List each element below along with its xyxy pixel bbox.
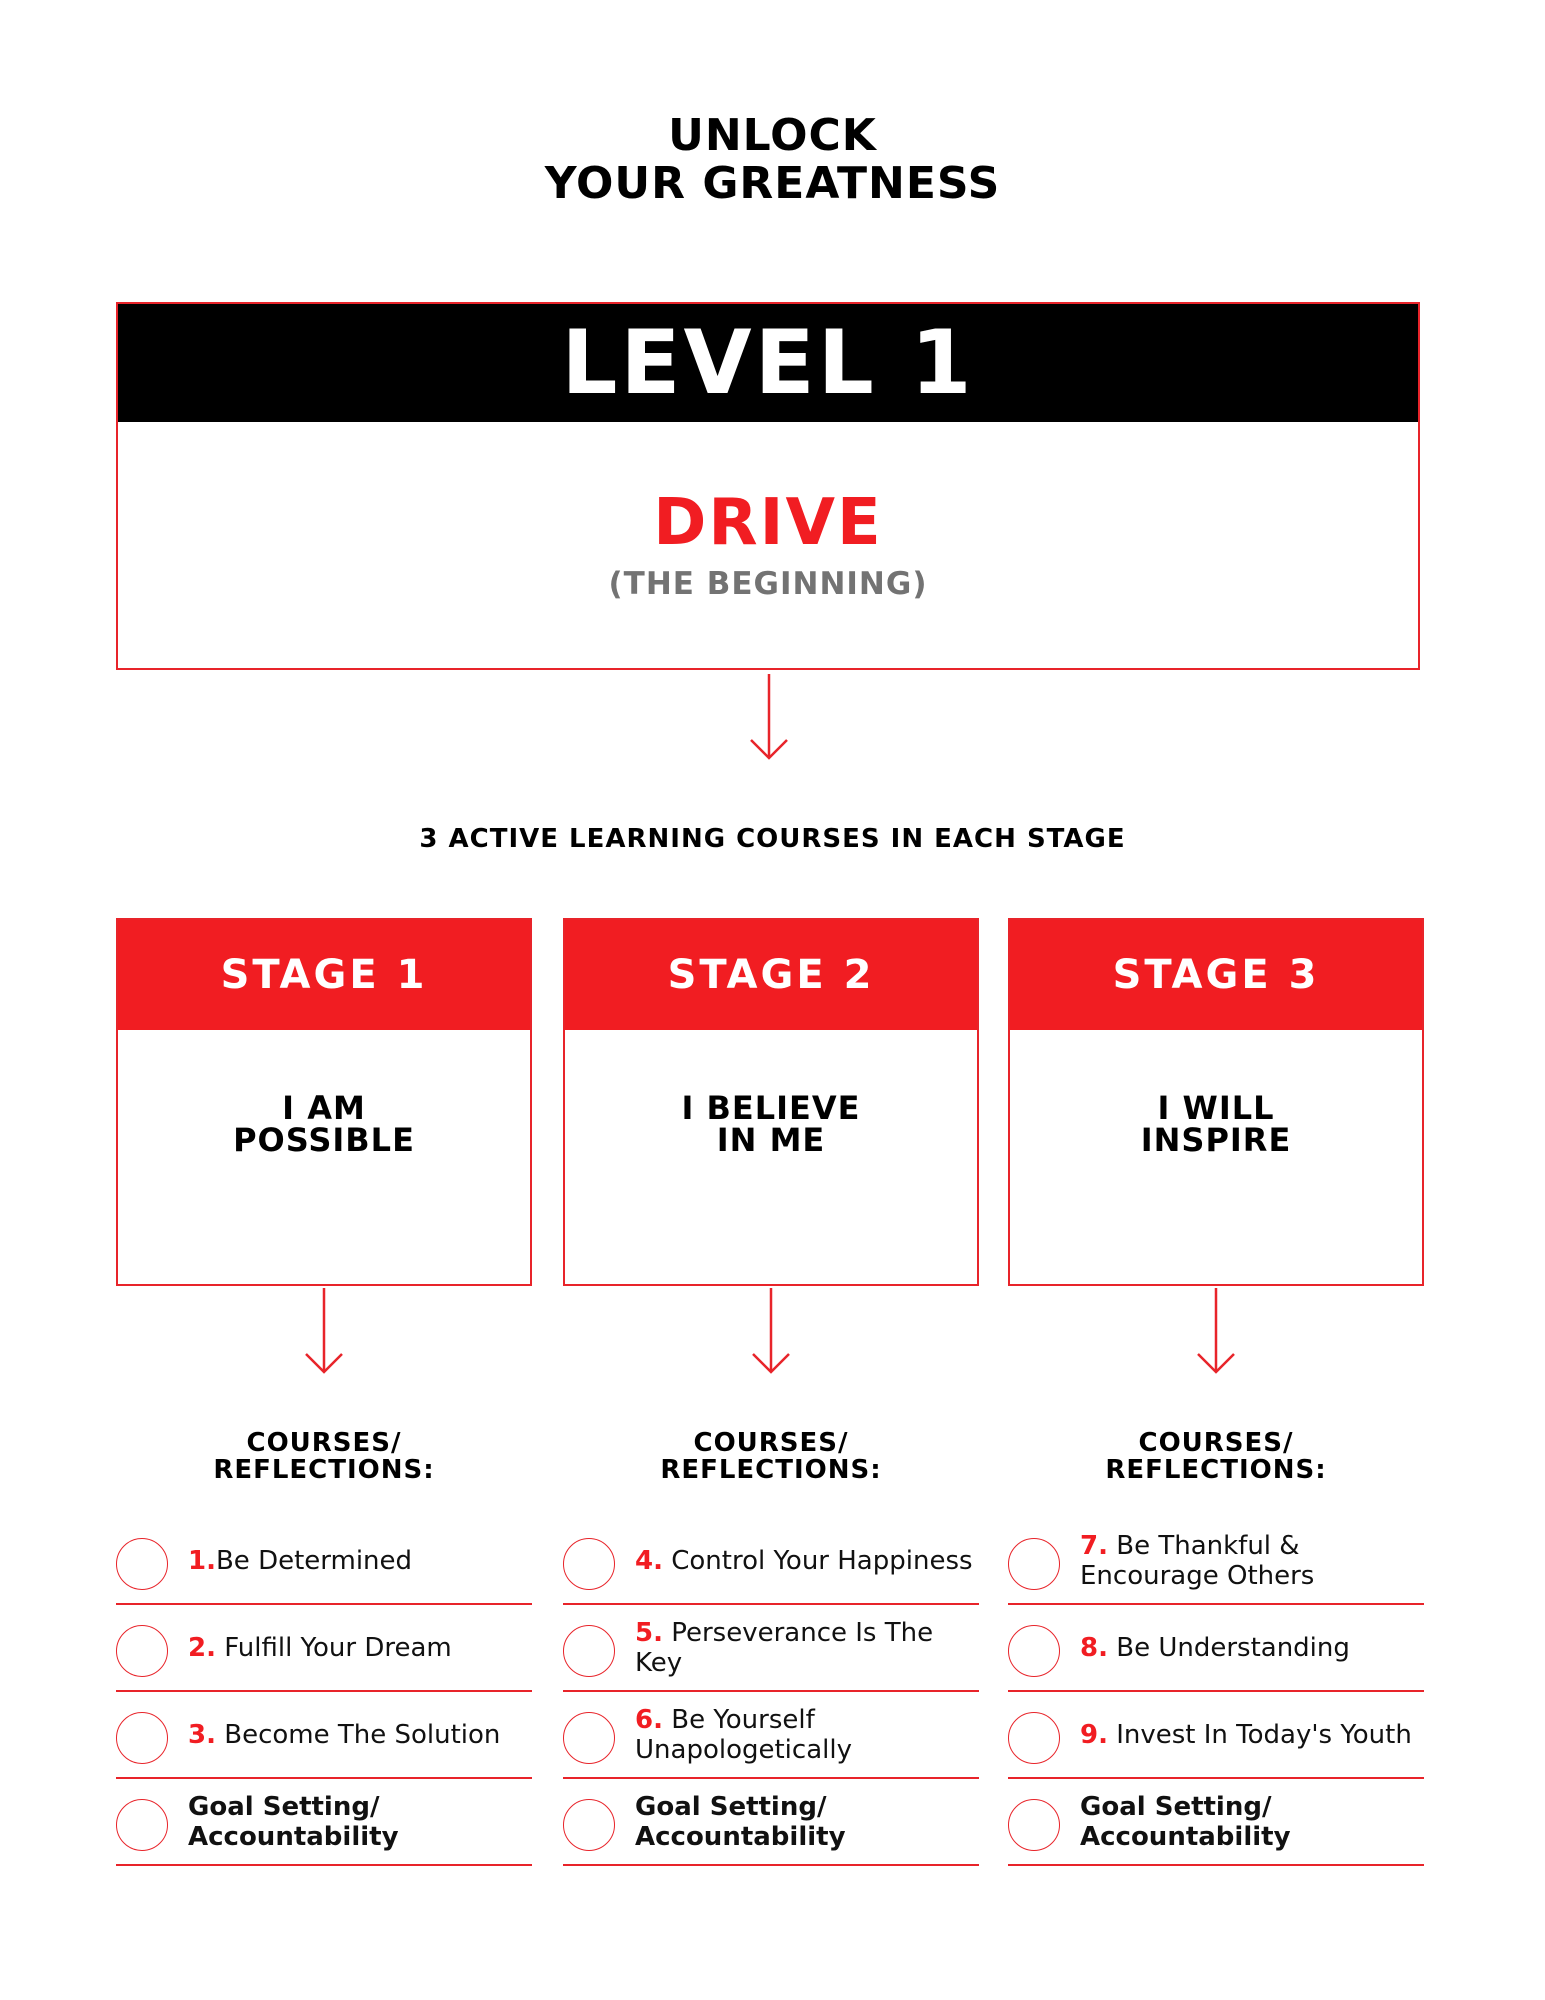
checkbox-circle[interactable]: [563, 1712, 615, 1764]
checkbox-circle[interactable]: [1008, 1799, 1060, 1851]
title-line-1: UNLOCK: [668, 110, 877, 161]
checkbox-circle[interactable]: [116, 1712, 168, 1764]
course-text: 8. Be Understanding: [1080, 1632, 1350, 1663]
courses-heading: [116, 1430, 532, 1484]
course-item: [116, 1692, 532, 1779]
level-name: DRIVE: [653, 486, 883, 560]
arrow-down-icon: [747, 672, 791, 762]
stage-label: STAGE 3: [1010, 920, 1422, 1030]
course-item: [116, 1779, 532, 1866]
course-text: 3. Become The Solution: [188, 1719, 501, 1750]
courses-heading-line-1: COURSES/: [1138, 1428, 1294, 1458]
checkbox-circle[interactable]: [116, 1799, 168, 1851]
checkbox-circle[interactable]: [563, 1538, 615, 1590]
stage-title: [1010, 1089, 1422, 1159]
course-item: [1008, 1692, 1424, 1779]
courses-heading-line-2: REFLECTIONS:: [1105, 1455, 1327, 1485]
course-text: Goal Setting/ Accountability: [635, 1791, 846, 1852]
stage-title-line-2: POSSIBLE: [233, 1121, 415, 1159]
course-text: 1.Be Determined: [188, 1545, 413, 1576]
stage-label: STAGE 1: [118, 920, 530, 1030]
arrow-down-icon: [302, 1286, 346, 1376]
arrow-down-icon: [1194, 1286, 1238, 1376]
course-text: Goal Setting/ Accountability: [188, 1791, 399, 1852]
checkbox-circle[interactable]: [563, 1799, 615, 1851]
courses-heading: [1008, 1430, 1424, 1484]
courses-heading-line-1: COURSES/: [246, 1428, 402, 1458]
level-card: [116, 302, 1420, 670]
course-list-stage-3: [1008, 1518, 1424, 1866]
course-text: 5. Perseverance Is The Key: [635, 1617, 934, 1678]
course-item: [1008, 1605, 1424, 1692]
course-text: 6. Be Yourself Unapologetically: [635, 1704, 852, 1765]
course-item: [116, 1605, 532, 1692]
stage-title-line-1: I BELIEVE: [681, 1089, 861, 1127]
course-list-stage-2: [563, 1518, 979, 1866]
checkbox-circle[interactable]: [563, 1625, 615, 1677]
stage-card-3: [1008, 918, 1424, 1286]
checkbox-circle[interactable]: [1008, 1625, 1060, 1677]
level-heading: LEVEL 1: [118, 304, 1418, 422]
courses-heading-line-1: COURSES/: [693, 1428, 849, 1458]
level-subtitle: (THE BEGINNING): [608, 566, 928, 602]
course-text: 2. Fulfill Your Dream: [188, 1632, 452, 1663]
course-text: 7. Be Thankful & Encourage Others: [1080, 1530, 1315, 1591]
course-item: [116, 1518, 532, 1605]
stage-title-line-1: I WILL: [1157, 1089, 1275, 1127]
checkbox-circle[interactable]: [1008, 1712, 1060, 1764]
stage-title: [118, 1089, 530, 1159]
page-title: [0, 112, 1545, 208]
courses-heading: [563, 1430, 979, 1484]
course-item: [1008, 1518, 1424, 1605]
stage-card-2: [563, 918, 979, 1286]
stage-label: STAGE 2: [565, 920, 977, 1030]
course-item: [1008, 1779, 1424, 1866]
course-item: [563, 1605, 979, 1692]
course-list-stage-1: [116, 1518, 532, 1866]
checkbox-circle[interactable]: [1008, 1538, 1060, 1590]
stage-card-1: [116, 918, 532, 1286]
title-line-2: YOUR GREATNESS: [544, 158, 1001, 209]
stage-title-line-1: I AM: [282, 1089, 366, 1127]
stage-title: [565, 1089, 977, 1159]
courses-heading-line-2: REFLECTIONS:: [213, 1455, 435, 1485]
course-item: [563, 1692, 979, 1779]
checkbox-circle[interactable]: [116, 1625, 168, 1677]
course-item: [563, 1779, 979, 1866]
course-item: [563, 1518, 979, 1605]
course-text: Goal Setting/ Accountability: [1080, 1791, 1291, 1852]
arrow-down-icon: [749, 1286, 793, 1376]
stage-title-line-2: INSPIRE: [1140, 1121, 1292, 1159]
courses-note: 3 ACTIVE LEARNING COURSES IN EACH STAGE: [419, 824, 1126, 854]
courses-heading-line-2: REFLECTIONS:: [660, 1455, 882, 1485]
course-text: 4. Control Your Happiness: [635, 1545, 973, 1576]
checkbox-circle[interactable]: [116, 1538, 168, 1590]
course-text: 9. Invest In Today's Youth: [1080, 1719, 1412, 1750]
stage-title-line-2: IN ME: [716, 1121, 826, 1159]
